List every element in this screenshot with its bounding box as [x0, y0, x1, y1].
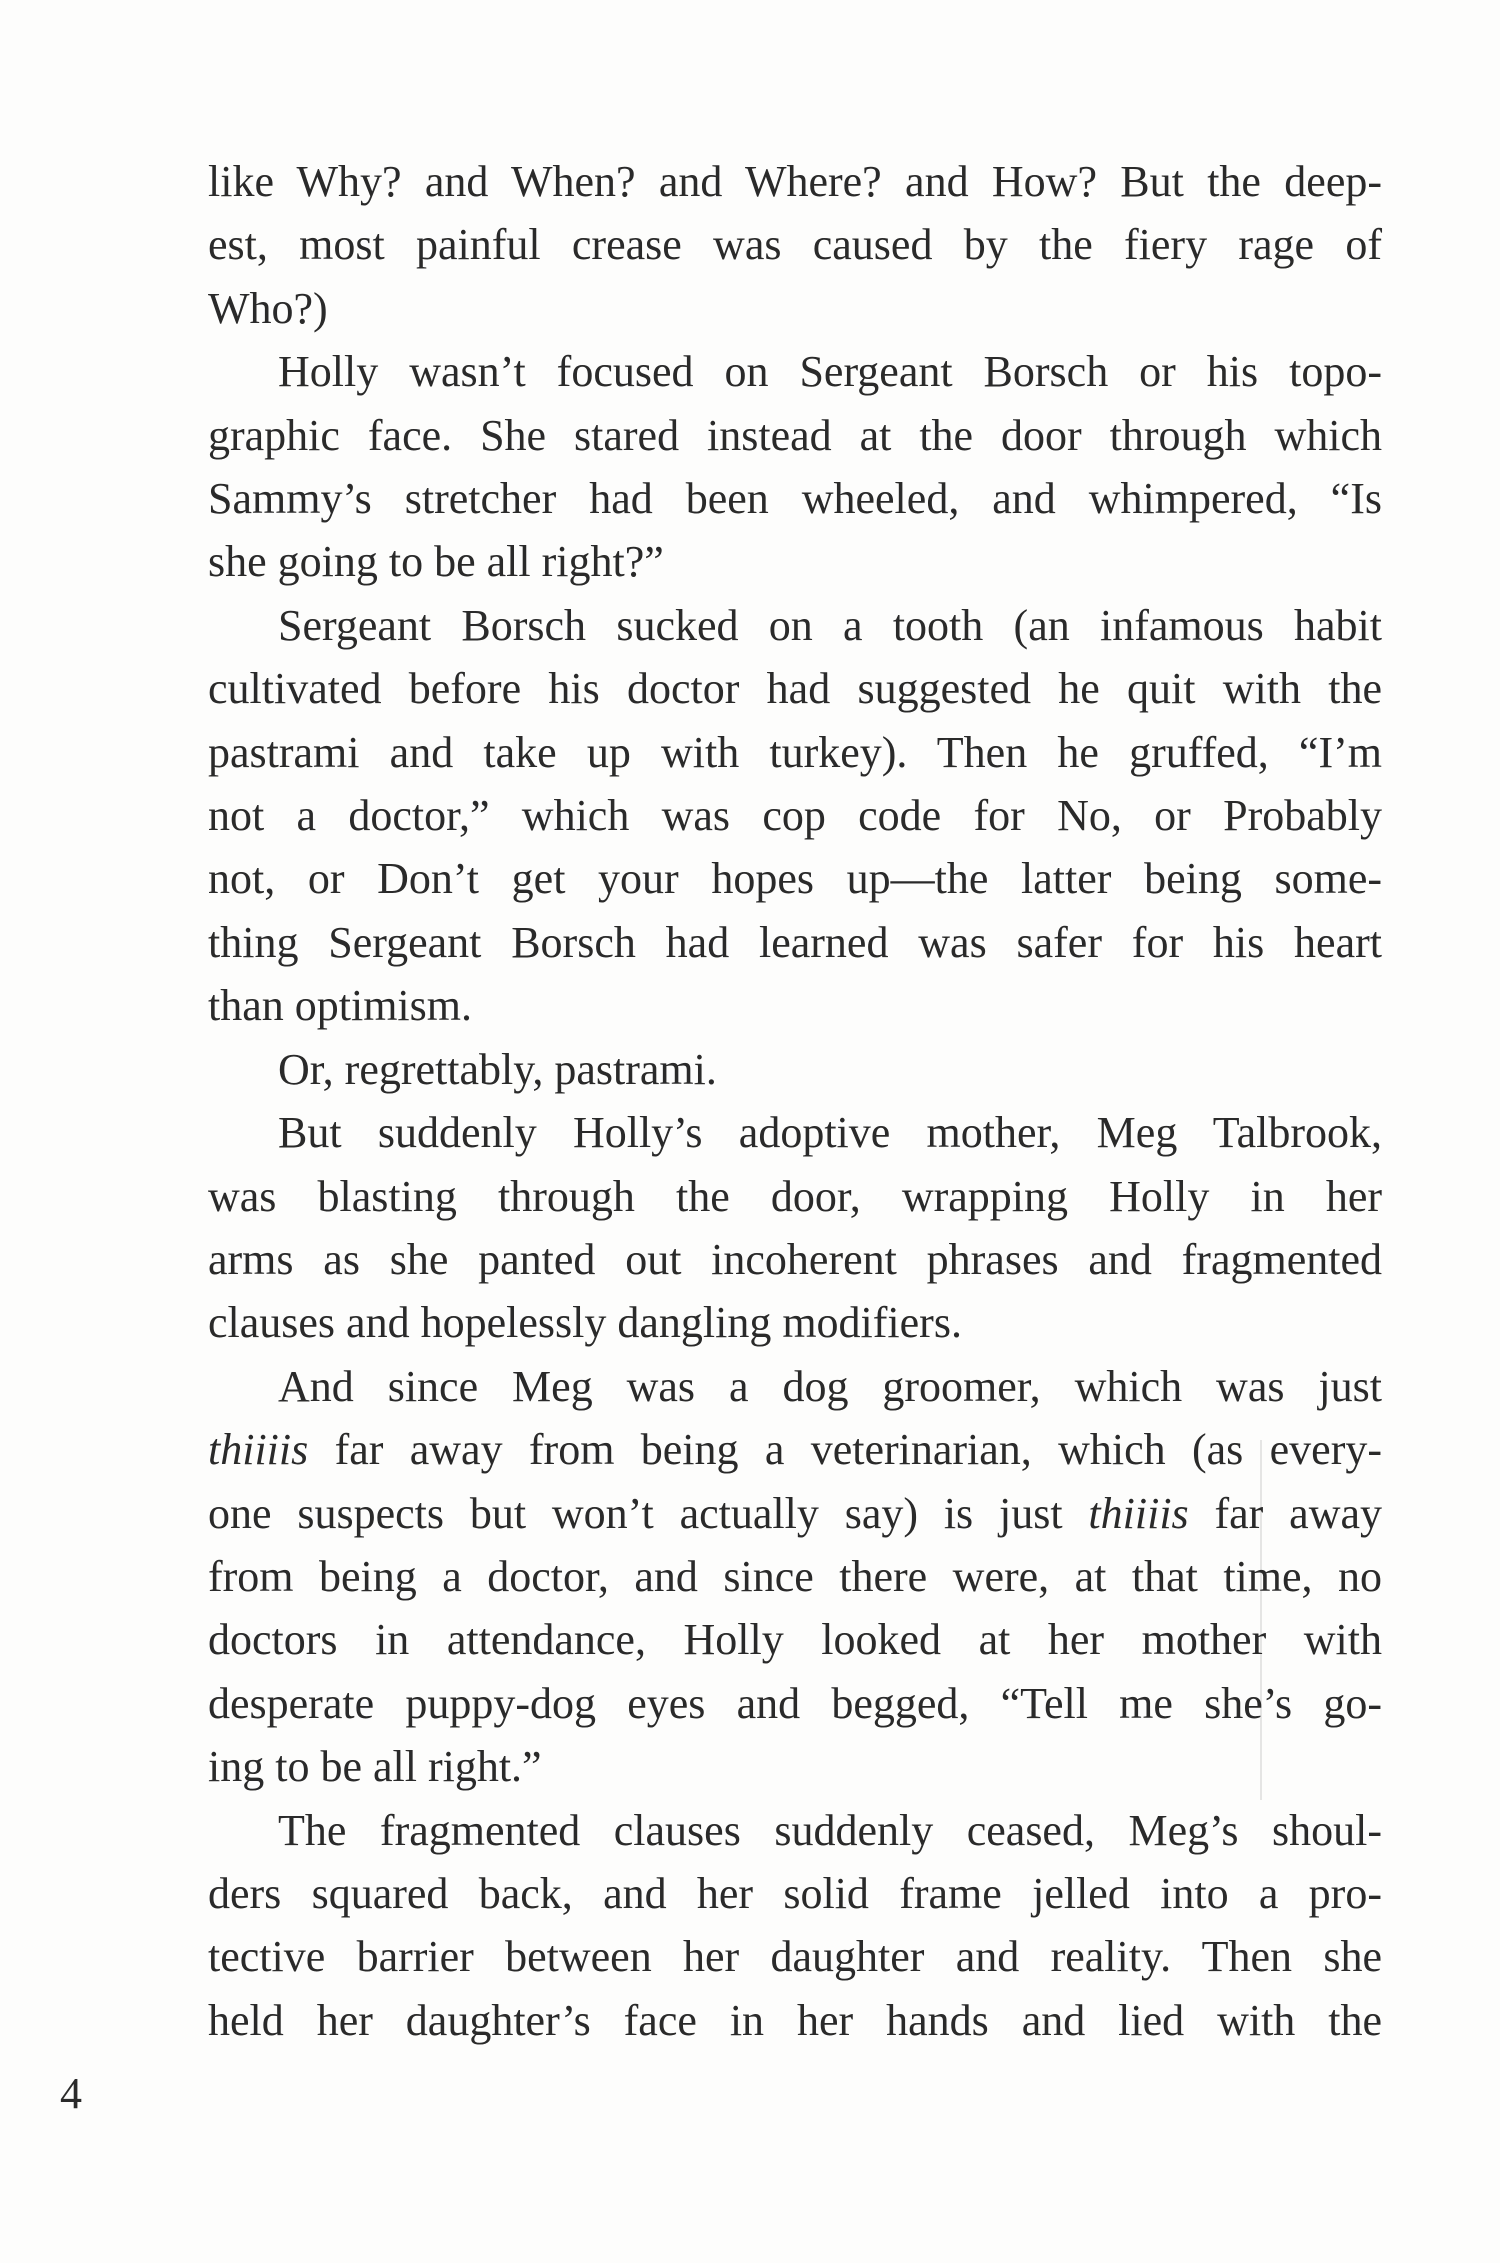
text-line: desperate puppy-dog eyes and begged, “Tell me she’s go- [208, 1678, 1382, 1728]
text-line: ders squared back, and her solid frame jelled into a pro- [208, 1868, 1382, 1918]
body-text [208, 150, 1382, 2052]
text-run: one suspects but won’t actually say) is just [208, 1488, 1089, 1538]
text-line: like Why? and When? and Where? and How? But the deep- [208, 157, 1382, 206]
text-line: not, or Don’t get your hopes up—the latter being some- [208, 854, 1382, 904]
text-line: And since Meg was a dog groomer, which was just [278, 1361, 1382, 1411]
italic-text: thiiiis [208, 1425, 309, 1475]
text-run: far away [1188, 1488, 1383, 1538]
text-line: from being a doctor, and since there were, at that time, no [208, 1551, 1382, 1601]
text-line: est, most painful crease was caused by the fiery rage of [208, 220, 1382, 270]
text-line: graphic face. She stared instead at the door through which [208, 410, 1382, 460]
text-line: held her daughter’s face in her hands and lied with the [208, 1995, 1382, 2045]
text-line [208, 1418, 1382, 1481]
text-line: Or, regrettably, pastrami. [278, 1044, 717, 1094]
text-line: she going to be all right?” [208, 537, 664, 587]
text-line: But suddenly Holly’s adoptive mother, Meg Talbrook, [278, 1108, 1382, 1158]
text-line: thing Sergeant Borsch had learned was safer for his heart [208, 917, 1382, 967]
text-run: far away from being a veterinarian, which (as every- [308, 1425, 1382, 1475]
text-line: The fragmented clauses suddenly ceased, Meg’s shoul- [278, 1805, 1382, 1855]
text-line: than optimism. [208, 981, 472, 1031]
text-line: tective barrier between her daughter and reality. Then she [208, 1932, 1382, 1982]
page-number: 4 [60, 2069, 82, 2118]
text-line: pastrami and take up with turkey). Then he gruffed, “I’m [208, 727, 1382, 777]
text-line [208, 1482, 1382, 1545]
text-line: doctors in attendance, Holly looked at her mother with [208, 1615, 1382, 1665]
text-line: clauses and hopelessly dangling modifiers. [208, 1298, 962, 1348]
text-line: Who?) [208, 283, 328, 333]
text-line: Sammy’s stretcher had been wheeled, and whimpered, “Is [208, 474, 1382, 524]
text-line: Holly wasn’t focused on Sergeant Borsch or his topo- [278, 347, 1382, 397]
text-line: not a doctor,” which was cop code for No, or Probably [208, 791, 1382, 841]
text-line: Sergeant Borsch sucked on a tooth (an infamous habit [278, 600, 1382, 650]
text-line: was blasting through the door, wrapping Holly in her [208, 1171, 1382, 1221]
text-line: cultivated before his doctor had suggested he quit with the [208, 664, 1382, 714]
text-line: arms as she panted out incoherent phrases and fragmented [208, 1234, 1382, 1284]
italic-text: thiiiis [1088, 1488, 1189, 1538]
text-line: ing to be all right.” [208, 1742, 542, 1792]
